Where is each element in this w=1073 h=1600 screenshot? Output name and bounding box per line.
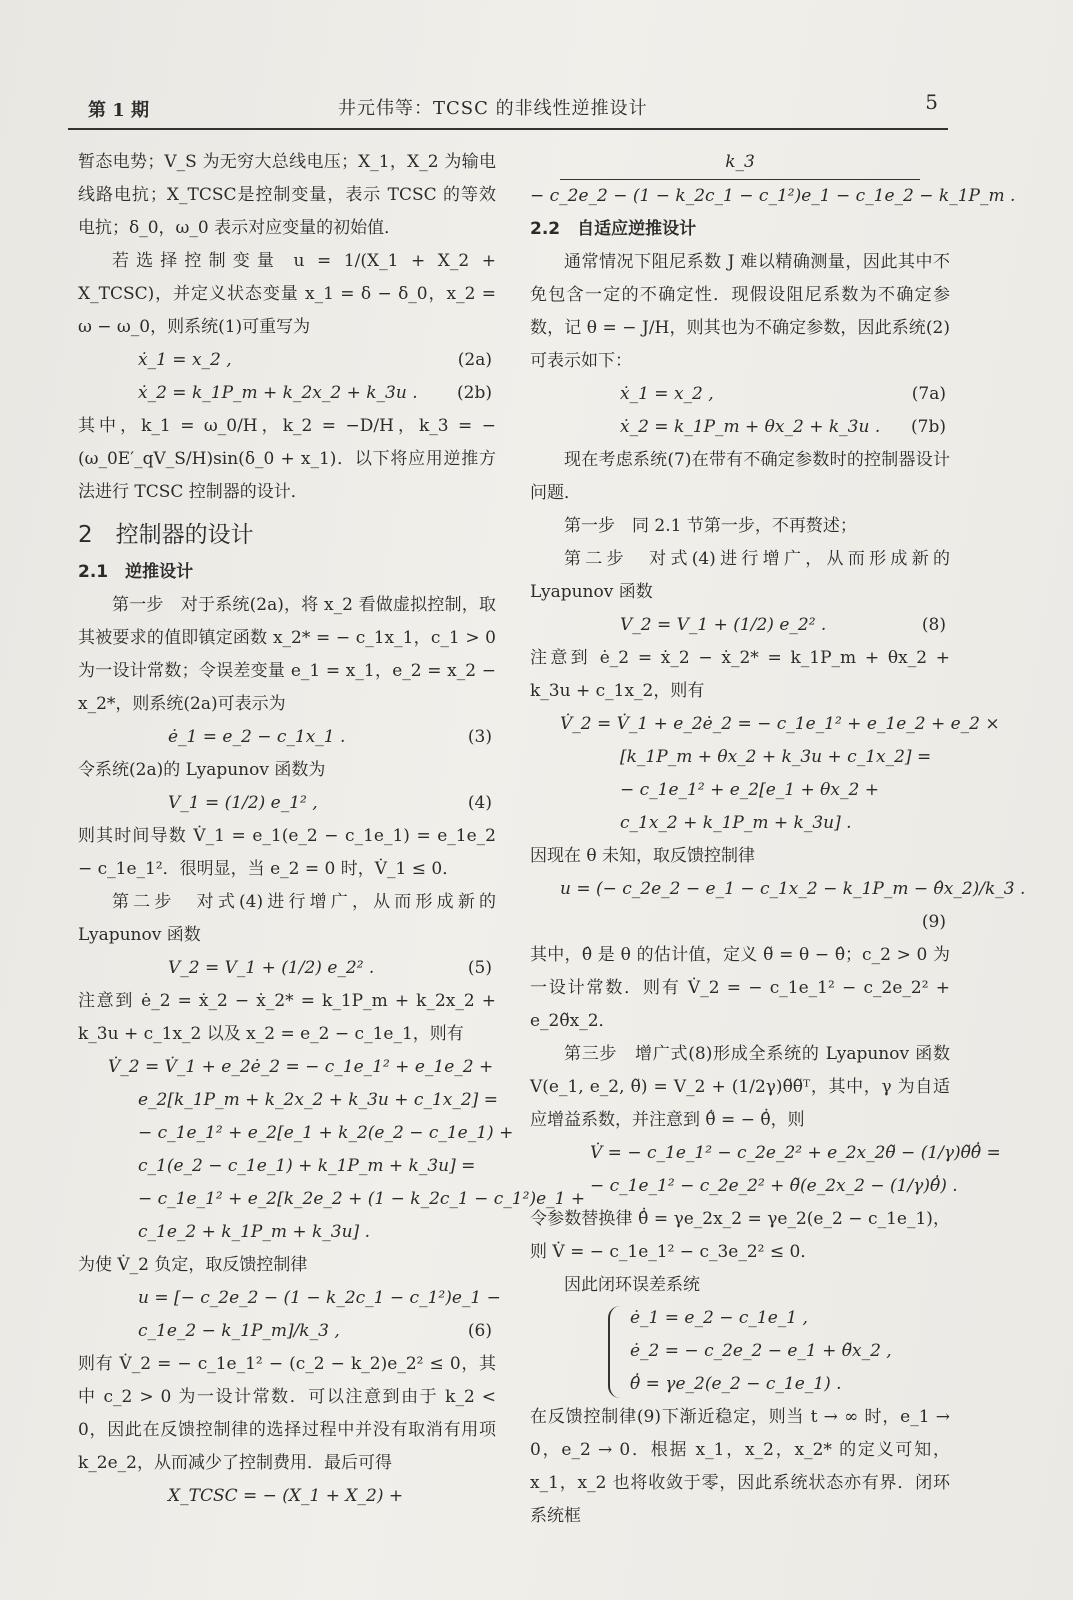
equation-number: (5) [467, 958, 492, 978]
equation-2b [78, 377, 496, 410]
equation-text: V_1 = (1/2) e_1² , [168, 793, 318, 813]
equation-text: ẋ_2 = k_1P_m + k_2x_2 + k_3u . [138, 383, 418, 403]
equation-number: (9) [921, 912, 946, 932]
issue-label: 第 1 期 [88, 100, 150, 121]
paragraph: 注意到 ė_2 = ẋ_2 − ẋ_2* = k_1P_m + k_2x_2 + k_3u + c_1x_2 以及 x_2 = e_2 − c_1e_1，则有 [78, 991, 496, 1044]
subsection-heading: 2.1 逆推设计 [78, 562, 194, 582]
equation-text: V_2 = V_1 + (1/2) e_2² . [168, 958, 375, 978]
equation-line: ė_1 = e_2 − c_1e_1 , [630, 1308, 808, 1328]
equation-line: − c_1e_1² + e_2[k_2e_2 + (1 − k_2c_1 − c_1²)e_1 + [138, 1189, 586, 1209]
equation-line: c_1e_2 + k_1P_m + k_3u] . [138, 1222, 370, 1242]
paragraph: 为使 V̇_2 负定，取反馈控制律 [78, 1255, 308, 1275]
equation-number: (3) [467, 727, 492, 747]
fraction-numerator: k_3 [725, 152, 755, 172]
equation-line: V̇ = − c_1e_1² − c_2e_2² + e_2x_2θ̃ − (1/γ)θ̃θ̂̇ = [590, 1143, 1001, 1163]
equation-number: (2a) [457, 350, 492, 370]
fraction-denominator [530, 180, 1016, 213]
paragraph: 现在考虑系统(7)在带有不确定参数时的控制器设计问题． [530, 450, 950, 503]
equation-6-line2 [78, 1315, 496, 1348]
equation-text: ẋ_1 = x_2 , [138, 350, 232, 370]
equation-line: V̇_2 = V̇_1 + e_2ė_2 = − c_1e_1² + e_1e_2 + e_2 × [560, 714, 1000, 734]
paragraph: 通常情况下阻尼系数 J 难以精确测量，因此其中不免包含一定的不确定性．现假设阻尼系数为不确定参数，记 θ = − J/H，则其也为不确定参数，因此系统(2)可表示如下： [530, 252, 950, 371]
page-number: 5 [925, 90, 938, 114]
equation-number: (6) [467, 1321, 492, 1341]
equation-line: c_1(e_2 − c_1e_1) + k_1P_m + k_3u] = [138, 1156, 476, 1176]
equation-text: ẋ_2 = k_1P_m + θx_2 + k_3u . [620, 417, 881, 437]
paragraph: 第三步 增广式(8)形成全系统的 Lyapunov 函数 V(e_1, e_2, θ̃) = V_2 + (1/2γ)θ̃θ̃ᵀ，其中，γ 为自适应增益系数，并注意到 θ̃̇ = − θ̂̇，则 [530, 1044, 950, 1130]
equation-6-line1: u = [− c_2e_2 − (1 − k_2c_1 − c_1²)e_1 − [138, 1288, 501, 1308]
equation-number: (2b) [457, 383, 492, 403]
equation-text: . [1009, 186, 1016, 206]
equation-5 [78, 952, 496, 985]
running-title: 井元伟等：TCSC 的非线性逆推设计 [338, 98, 648, 119]
equation-text: − c_2e_2 − (1 − k_2c_1 − c_1²)e_1 − c_1e_2 − k_1P_m [530, 186, 1005, 206]
running-header [68, 88, 948, 130]
paragraph: 其中，θ̂ 是 θ 的估计值，定义 θ̃ = θ − θ̂；c_2 > 0 为一设计常数．则有 V̇_2 = − c_1e_1² − c_2e_2² + e_2θ̃x_2． [530, 945, 950, 1031]
paragraph: 注意到 ė_2 = ẋ_2 − ẋ_2* = k_1P_m + θx_2 + k_3u + c_1x_2，则有 [530, 648, 950, 701]
equation-line: V̇_2 = V̇_1 + e_2ė_2 = − c_1e_1² + e_1e_2 + [108, 1057, 494, 1077]
paragraph: 令系统(2a)的 Lyapunov 函数为 [78, 760, 326, 780]
paragraph: 则其时间导数 V̇_1 = e_1(e_2 − c_1e_1) = e_1e_2 − c_1e_1²．很明显，当 e_2 = 0 时，V̇_1 ≤ 0． [78, 826, 496, 879]
equation-line: θ̂̇ = γe_2(e_2 − c_1e_1) . [630, 1374, 842, 1394]
equation-line: − c_1e_1² + e_2[e_1 + k_2(e_2 − c_1e_1) + [138, 1123, 514, 1143]
paragraph: 第二步 对式(4)进行增广，从而形成新的 Lyapunov 函数 [530, 549, 950, 602]
equation-7b [530, 411, 950, 444]
equation-line: − c_1e_1² − c_2e_2² + θ̃(e_2x_2 − (1/γ)θ̂̇) . [590, 1176, 958, 1196]
right-column [530, 146, 1026, 1533]
equation-xtcsc: X_TCSC = − (X_1 + X_2) + [168, 1486, 404, 1506]
equation-number: (8) [921, 615, 946, 635]
equation-9-number-line [530, 906, 950, 939]
equation-4 [78, 787, 496, 820]
paragraph: 其中，k_1 = ω_0/H，k_2 = −D/H，k_3 = −(ω_0E′_qV_S/H)sin(δ_0 + x_1)．以下将应用逆推方法进行 TCSC 控制器的设计． [78, 416, 496, 502]
paragraph: 第二步 对式(4)进行增广，从而形成新的 Lyapunov 函数 [78, 892, 496, 945]
equation-line: ė_2 = − c_2e_2 − e_1 + θ̃x_2 , [630, 1341, 892, 1361]
equation-text: V_2 = V_1 + (1/2) e_2² . [620, 615, 827, 635]
paragraph: 若选择控制变量 u = 1/(X_1 + X_2 + X_TCSC)，并定义状态变量 x_1 = δ − δ_0，x_2 = ω − ω_0，则系统(1)可重写为 [78, 251, 496, 337]
left-column [78, 146, 586, 1513]
paragraph: 第一步 同 2.1 节第一步，不再赘述； [564, 516, 857, 536]
equation-line: c_1x_2 + k_1P_m + k_3u] . [620, 813, 852, 833]
equation-line: − c_1e_1² + e_2[e_1 + θx_2 + [620, 780, 879, 800]
equation-line: [k_1P_m + θx_2 + k_3u + c_1x_2] = [620, 747, 932, 767]
equation-number: (7b) [911, 417, 946, 437]
paragraph: 因现在 θ 未知，取反馈控制律 [530, 846, 756, 866]
equation-text: c_1e_2 − k_1P_m]/k_3 , [138, 1321, 340, 1341]
paragraph: 暂态电势；V_S 为无穷大总线电压；X_1，X_2 为输电线路电抗；X_TCSC是控制变量，表示 TCSC 的等效电抗；δ_0，ω_0 表示对应变量的初始值． [78, 152, 496, 238]
equation-line: e_2[k_1P_m + k_2x_2 + k_3u + c_1x_2] = [138, 1090, 498, 1110]
equation-number: (4) [467, 793, 492, 813]
paragraph: 因此闭环误差系统 [564, 1275, 700, 1295]
paragraph: 令参数替换律 θ̂̇ = γe_2x_2 = γe_2(e_2 − c_1e_1)，则 V̇ = − c_1e_1² − c_3e_2² ≤ 0． [530, 1209, 950, 1262]
section-heading: 2 控制器的设计 [78, 522, 254, 548]
left-brace [608, 1306, 622, 1398]
equation-3 [78, 721, 496, 754]
subsection-heading: 2.2 自适应逆推设计 [530, 219, 697, 239]
equation-9: u = (− c_2e_2 − e_1 − c_1x_2 − k_1P_m − θ̂x_2)/k_3 . [560, 879, 1026, 899]
paragraph: 在反馈控制律(9)下渐近稳定，则当 t → ∞ 时，e_1 → 0，e_2 → 0．根据 x_1，x_2，x_2* 的定义可知，x_1，x_2 也将收敛于零，因此系统状态亦有界．闭环系统框 [530, 1407, 950, 1526]
paragraph: 第一步 对于系统(2a)，将 x_2 看做虚拟控制，取其被要求的值即镇定函数 x_2* = − c_1x_1，c_1 > 0 为一设计常数；令误差变量 e_1 = x_1，e_2 = x_2 − x_2*，则系统(2a)可表示为 [78, 595, 496, 714]
equation-8 [530, 609, 950, 642]
equation-text: ẋ_1 = x_2 , [620, 384, 714, 404]
closed-loop-system [530, 1302, 950, 1401]
equation-number: (7a) [911, 384, 946, 404]
equation-text: ė_1 = e_2 − c_1x_1 . [168, 727, 346, 747]
equation-2a [78, 344, 496, 377]
equation-7a [530, 378, 950, 411]
paragraph: 则有 V̇_2 = − c_1e_1² − (c_2 − k_2)e_2² ≤ 0，其中 c_2 > 0 为一设计常数．可以注意到由于 k_2 < 0，因此在反馈控制律的选择过程中并没有取消有用项 k_2e_2，从而减少了控制费用．最后可得 [78, 1354, 496, 1473]
